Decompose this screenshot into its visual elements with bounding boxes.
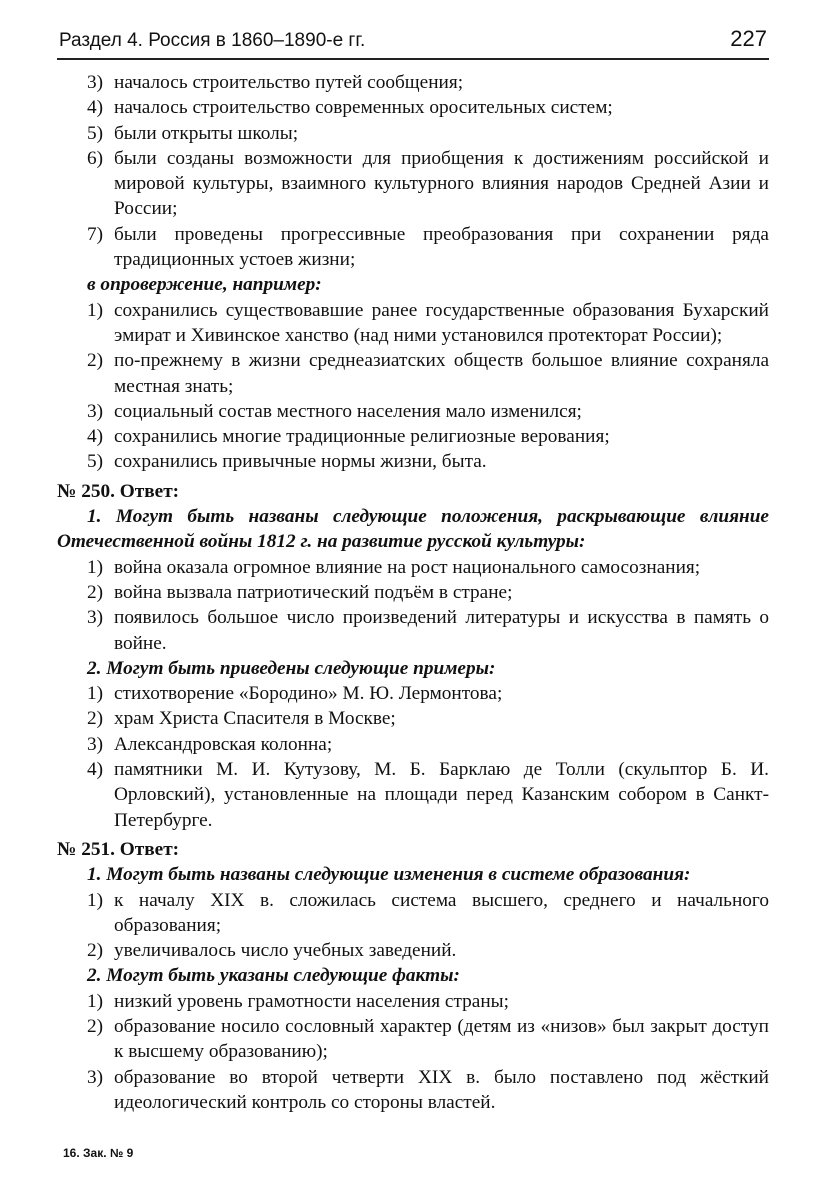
item-number: 6): [87, 147, 104, 169]
item-number: 5): [87, 122, 104, 144]
list-item: [57, 605, 769, 656]
list-item: [57, 95, 769, 120]
section-title: Раздел 4. Россия в 1860–1890-е гг.: [59, 30, 366, 51]
answer-251-list1: [57, 888, 769, 964]
item-text: стихотворение «Бородино» М. Ю. Лермонтова;: [114, 683, 503, 705]
item-number: 2): [87, 1015, 104, 1037]
item-number: 1): [87, 299, 104, 321]
answer-251-list2: [57, 989, 769, 1115]
running-header: [57, 26, 769, 60]
list-item: [57, 298, 769, 349]
list-item: [57, 121, 769, 146]
list-item: [57, 70, 769, 95]
item-text: началось строительство современных оросительных систем;: [114, 97, 613, 119]
list-item: [57, 580, 769, 605]
item-number: 4): [87, 759, 104, 781]
item-number: 4): [87, 426, 104, 448]
answer-251-part1: 1. Могут быть названы следующие изменения в системе образования:: [87, 864, 691, 886]
item-number: 1): [87, 889, 104, 911]
item-number: 2): [87, 350, 104, 372]
list-item: [57, 888, 769, 939]
answer-250-heading: № 250. Ответ:: [57, 480, 180, 502]
answer-251-heading: № 251. Ответ:: [57, 838, 180, 860]
item-text: война вызвала патриотический подъём в стране;: [114, 581, 513, 603]
item-text: памятники М. И. Кутузову, М. Б. Барклаю де Толли (скульптор Б. И. Орловский), установленные на площади перед Казанским собором в Санкт-Петербурге.: [114, 759, 769, 831]
item-number: 3): [87, 72, 104, 93]
item-text: началось строительство путей сообщения;: [114, 72, 464, 93]
item-text: были открыты школы;: [114, 122, 299, 144]
list-item: [57, 449, 769, 474]
item-number: 2): [87, 581, 104, 603]
list-item: [57, 938, 769, 963]
item-number: 2): [87, 940, 104, 962]
item-number: 3): [87, 400, 104, 422]
item-text: образование носило сословный характер (детям из «низов» был закрыт доступ к высшему образованию);: [114, 1015, 769, 1063]
item-number: 5): [87, 451, 104, 473]
list-item: [57, 1065, 769, 1116]
item-number: 3): [87, 1066, 104, 1088]
item-text: увеличивалось число учебных заведений.: [114, 940, 457, 962]
item-text: храм Христа Спасителя в Москве;: [114, 708, 396, 730]
printer-signature: 16. Зак. № 9: [63, 1146, 134, 1160]
list-item: [57, 555, 769, 580]
list-item: [57, 989, 769, 1014]
answer-250-list2: [57, 681, 769, 833]
item-text: сохранились привычные нормы жизни, быта.: [114, 451, 487, 473]
list-item: [57, 424, 769, 449]
item-text: низкий уровень грамотности населения страны;: [114, 990, 509, 1012]
item-text: были проведены прогрессивные преобразования при сохранении ряда традиционных устоев жизни;: [114, 223, 769, 271]
item-number: 3): [87, 733, 104, 755]
item-text: война оказала огромное влияние на рост национального самосознания;: [114, 556, 701, 578]
item-text: к началу XIX в. сложилась система высшего, среднего и начального образования;: [114, 889, 769, 936]
answer-250-part1: 1. Могут быть названы следующие положения, раскрывающие влияние Отечественной войны 1812 г. на развитие русской культуры:: [57, 506, 769, 553]
item-number: 7): [87, 223, 104, 245]
list-item: [57, 1014, 769, 1065]
item-text: появилось большое число произведений литературы и искусства в память о войне.: [114, 607, 769, 654]
list-item: [57, 222, 769, 273]
page-number: 227: [730, 26, 767, 51]
list-item: [57, 706, 769, 731]
answer-250-list1: [57, 555, 769, 656]
item-number: 1): [87, 556, 104, 578]
list-item: [57, 757, 769, 833]
item-text: образование во второй четверти XIX в. было поставлено под жёсткий идеологический контроль со стороны властей.: [114, 1066, 769, 1113]
answer-250-part2: 2. Могут быть приведены следующие примеры:: [87, 657, 496, 679]
item-text: были созданы возможности для приобщения к достижениям российской и мировой культуры, взаимного культурного влияния народов Средней Азии и России;: [114, 147, 769, 220]
item-text: социальный состав местного населения мало изменился;: [114, 400, 582, 422]
item-text: сохранились существовавшие ранее государственные образования Бухарский эмират и Хивинское ханство (над ними установился протекторат России);: [114, 299, 769, 346]
list-item: [57, 732, 769, 757]
list-item: [57, 348, 769, 399]
list-item: [57, 681, 769, 706]
item-number: 1): [87, 683, 104, 705]
list-b: [57, 298, 769, 475]
item-number: 1): [87, 990, 104, 1012]
item-number: 3): [87, 607, 104, 629]
answer-251-part2: 2. Могут быть указаны следующие факты:: [87, 965, 460, 987]
refute-heading: в опровержение, например:: [87, 274, 322, 296]
page-body: [57, 70, 769, 1115]
item-text: по-прежнему в жизни среднеазиатских обществ большое влияние сохраняла местная знать;: [114, 350, 769, 397]
item-text: сохранились многие традиционные религиозные верования;: [114, 426, 610, 448]
item-text: Александровская колонна;: [114, 733, 333, 755]
list-a: [57, 70, 769, 272]
list-item: [57, 399, 769, 424]
list-item: [57, 146, 769, 222]
item-number: 2): [87, 708, 104, 730]
item-number: 4): [87, 97, 104, 119]
